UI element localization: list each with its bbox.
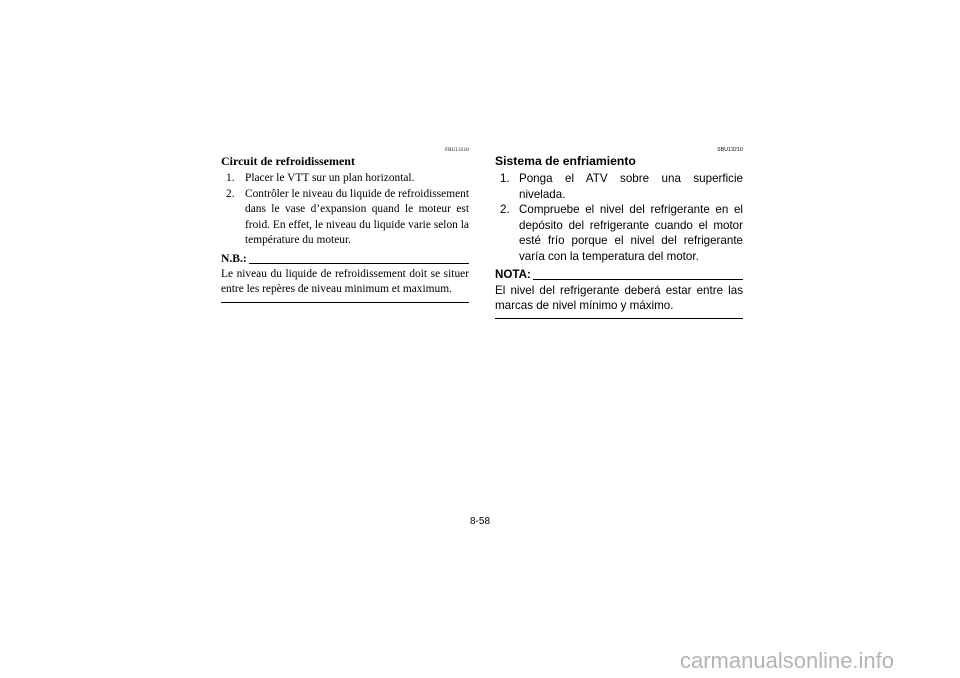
step-number: 2. — [226, 187, 235, 200]
note-text: Le niveau du liquide de refroidissement doit se situer entre les repères de niveau minimum et maximum. — [221, 267, 469, 303]
step-text: Ponga el ATV sobre una superficie nivelada. — [519, 172, 743, 201]
list-item — [495, 171, 743, 202]
list-item — [221, 187, 469, 249]
step-text: Placer le VTT sur un plan horizontal. — [245, 172, 415, 184]
steps-list — [495, 171, 743, 265]
step-number: 1. — [500, 172, 510, 185]
step-number: 2. — [500, 203, 510, 217]
note-label: NOTA: — [495, 267, 531, 281]
watermark: carmanualsonline.info — [680, 648, 895, 673]
note-rule — [249, 263, 469, 264]
section-code: SBU13210 — [717, 147, 743, 153]
note-header — [495, 268, 743, 282]
french-column — [221, 147, 469, 303]
section-title: Sistema de enfriamiento — [495, 154, 636, 168]
list-item — [221, 171, 469, 187]
section-title: Circuit de refroidissement — [221, 154, 355, 168]
list-item — [495, 202, 743, 264]
spanish-column — [495, 147, 743, 319]
step-number: 1. — [226, 172, 235, 184]
note-header — [221, 252, 469, 266]
section-code: FBU13210 — [445, 148, 469, 153]
step-text: Contrôler le niveau du liquide de refroidissement dans le vase d’expansion quand le moteur est froid. En effet, le niveau du liquide varie selon la température du moteur. — [245, 187, 469, 246]
steps-list — [221, 171, 469, 249]
note-label: N.B.: — [221, 251, 247, 265]
page-number: 8-58 — [469, 516, 490, 527]
step-text: Compruebe el nivel del refrigerante en el depósito del refrigerante cuando el motor esté frío porque el nivel del refrigerante varía con la temperatura del motor. — [519, 203, 743, 263]
note-text: El nivel del refrigerante deberá estar entre las marcas de nivel mínimo y máximo. — [495, 283, 743, 319]
note-rule — [533, 279, 743, 280]
